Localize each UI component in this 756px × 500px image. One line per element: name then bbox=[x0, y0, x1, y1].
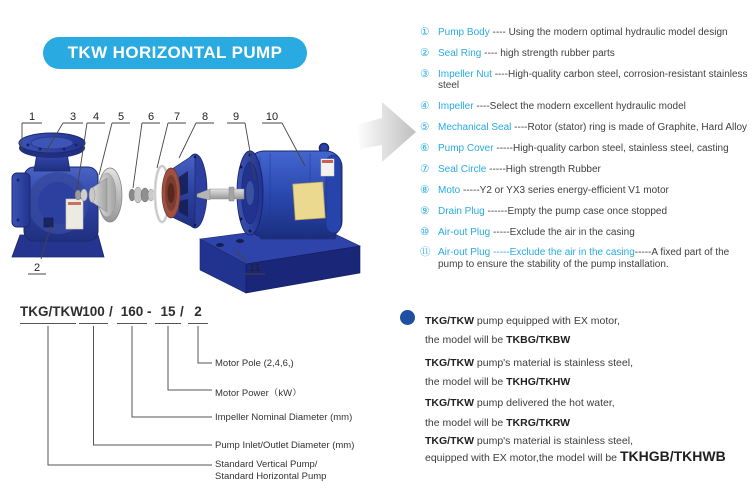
model-segment-series: TKG/TKW bbox=[20, 304, 76, 324]
callout-1: 1 bbox=[28, 111, 36, 123]
parts-list bbox=[420, 27, 754, 280]
callout-4: 4 bbox=[92, 111, 100, 123]
callout-11: 11 bbox=[249, 262, 261, 274]
circled-number: ⑦ bbox=[420, 162, 430, 175]
pump-cover-illustration bbox=[162, 154, 207, 228]
flow-arrow-icon bbox=[356, 102, 416, 162]
model-separator: / bbox=[109, 304, 113, 319]
model-separator: / bbox=[180, 304, 184, 319]
model-segment-pole: 2 bbox=[188, 304, 208, 324]
circled-number: ⑨ bbox=[420, 204, 430, 217]
page-title-banner bbox=[43, 37, 307, 69]
callout-5: 5 bbox=[117, 111, 125, 123]
part-desc: -----Exclude the air in the casing bbox=[493, 226, 635, 238]
note-line: the model will be TKBG/TKBW bbox=[425, 334, 571, 346]
part-desc: ----Rotor (stator) ring is made of Graphite, Hard Alloy bbox=[514, 122, 748, 134]
model-code-connectors bbox=[0, 298, 392, 498]
circled-number: ⑤ bbox=[420, 121, 430, 134]
callout-2: 2 bbox=[33, 262, 41, 274]
part-name: Mechanical Seal bbox=[438, 122, 512, 134]
model-label-standard-horizontal: Standard Horizontal Pump bbox=[215, 471, 327, 482]
part-name: Seal Circle bbox=[438, 163, 487, 175]
note-line: the model will be TKRG/TKRW bbox=[425, 417, 571, 429]
part-desc: ----High-quality carbon steel, corrosion-resistant stainless steel bbox=[438, 68, 748, 92]
page-title: TKW HORIZONTAL PUMP bbox=[67, 43, 283, 62]
part-desc: ----Select the modern excellent hydraulic model bbox=[476, 101, 686, 113]
note-line: the model will be TKHG/TKHW bbox=[425, 376, 571, 388]
model-label-standard-vertical: Standard Vertical Pump/ bbox=[215, 459, 318, 470]
model-segment-impeller: 160 bbox=[117, 304, 147, 324]
part-desc: -----Y2 or YX3 series energy-efficient V1 motor bbox=[463, 184, 669, 196]
parts-list-item-11 bbox=[420, 247, 754, 270]
parts-list-item-7 bbox=[420, 164, 754, 176]
note-line: TKG/TKW pump's material is stainless steel, bbox=[425, 357, 633, 369]
callout-6: 6 bbox=[147, 111, 155, 123]
part-name: Impeller Nut bbox=[438, 68, 492, 80]
part-desc: ---- high strength rubber parts bbox=[484, 47, 615, 59]
parts-list-item-4 bbox=[420, 101, 754, 113]
model-label-motor-pole: Motor Pole (2,4,6,) bbox=[215, 358, 294, 369]
callout-10: 10 bbox=[265, 111, 279, 123]
circled-number: ⑧ bbox=[420, 183, 430, 196]
model-label-motor-power: Motor Power（kW） bbox=[215, 388, 302, 399]
part-name: Seal Ring bbox=[438, 47, 482, 59]
callout-7: 7 bbox=[173, 111, 181, 123]
parts-list-item-2 bbox=[420, 48, 754, 60]
part-name: Moto bbox=[438, 184, 461, 196]
motor-illustration bbox=[237, 144, 342, 240]
part-name: Impeller bbox=[438, 101, 474, 113]
part-name: Pump Body bbox=[438, 27, 490, 38]
part-desc: -----High strength Rubber bbox=[489, 163, 601, 175]
parts-list-item-9 bbox=[420, 206, 754, 218]
model-label-inlet-outlet: Pump Inlet/Outlet Diameter (mm) bbox=[215, 440, 355, 451]
circled-number: ⑥ bbox=[420, 141, 430, 154]
circled-number: ⑪ bbox=[420, 246, 431, 259]
callout-9: 9 bbox=[232, 111, 240, 123]
model-segment-inlet: 100 bbox=[79, 304, 108, 324]
parts-list-item-1 bbox=[420, 27, 754, 39]
part-desc: ---- Using the modern optimal hydraulic model design bbox=[492, 27, 728, 38]
model-label-impeller-diameter: Impeller Nominal Diameter (mm) bbox=[215, 412, 353, 423]
note-line: TKG/TKW pump equipped with EX motor, bbox=[425, 315, 620, 327]
callout-3: 3 bbox=[69, 111, 77, 123]
circled-number: ① bbox=[420, 26, 430, 38]
part-desc: -----High-quality carbon steel, stainless steel, casting bbox=[496, 142, 729, 154]
model-separator: - bbox=[147, 304, 152, 319]
model-code-breakdown bbox=[0, 298, 392, 498]
parts-list-item-8 bbox=[420, 185, 754, 197]
parts-list-item-6 bbox=[420, 143, 754, 155]
part-desc-highlight: -----Exclude the air in the casing bbox=[493, 247, 635, 259]
model-variant-notes bbox=[396, 300, 756, 475]
circled-number: ③ bbox=[420, 67, 430, 80]
model-segment-power: 15 bbox=[155, 304, 181, 324]
note-line: equipped with EX motor,the model will be TKHGB/TKHWB bbox=[425, 448, 726, 464]
note-line: TKG/TKW pump delivered the hot water, bbox=[425, 397, 615, 409]
pump-exploded-diagram bbox=[8, 93, 418, 298]
parts-list-item-5 bbox=[420, 122, 754, 134]
parts-list-item-10 bbox=[420, 227, 754, 239]
part-name: Drain Plug bbox=[438, 205, 485, 217]
part-name: Pump Cover bbox=[438, 142, 494, 154]
callout-8: 8 bbox=[201, 111, 209, 123]
circled-number: ② bbox=[420, 46, 430, 59]
part-name: Air-out Plug bbox=[438, 247, 491, 259]
parts-list-item-3 bbox=[420, 69, 754, 92]
mechanical-seal-illustration bbox=[129, 187, 154, 203]
circled-number: ④ bbox=[420, 100, 430, 113]
circled-number: ⑩ bbox=[420, 225, 430, 238]
note-line: TKG/TKW pump's material is stainless steel, bbox=[425, 435, 633, 447]
part-desc: ------Empty the pump case once stopped bbox=[487, 205, 668, 217]
part-name: Air-out Plug bbox=[438, 226, 491, 238]
bullet-icon bbox=[400, 310, 415, 325]
part-desc: -----A fixed part of the pump to ensure the stability of the pump installation. bbox=[438, 247, 730, 270]
